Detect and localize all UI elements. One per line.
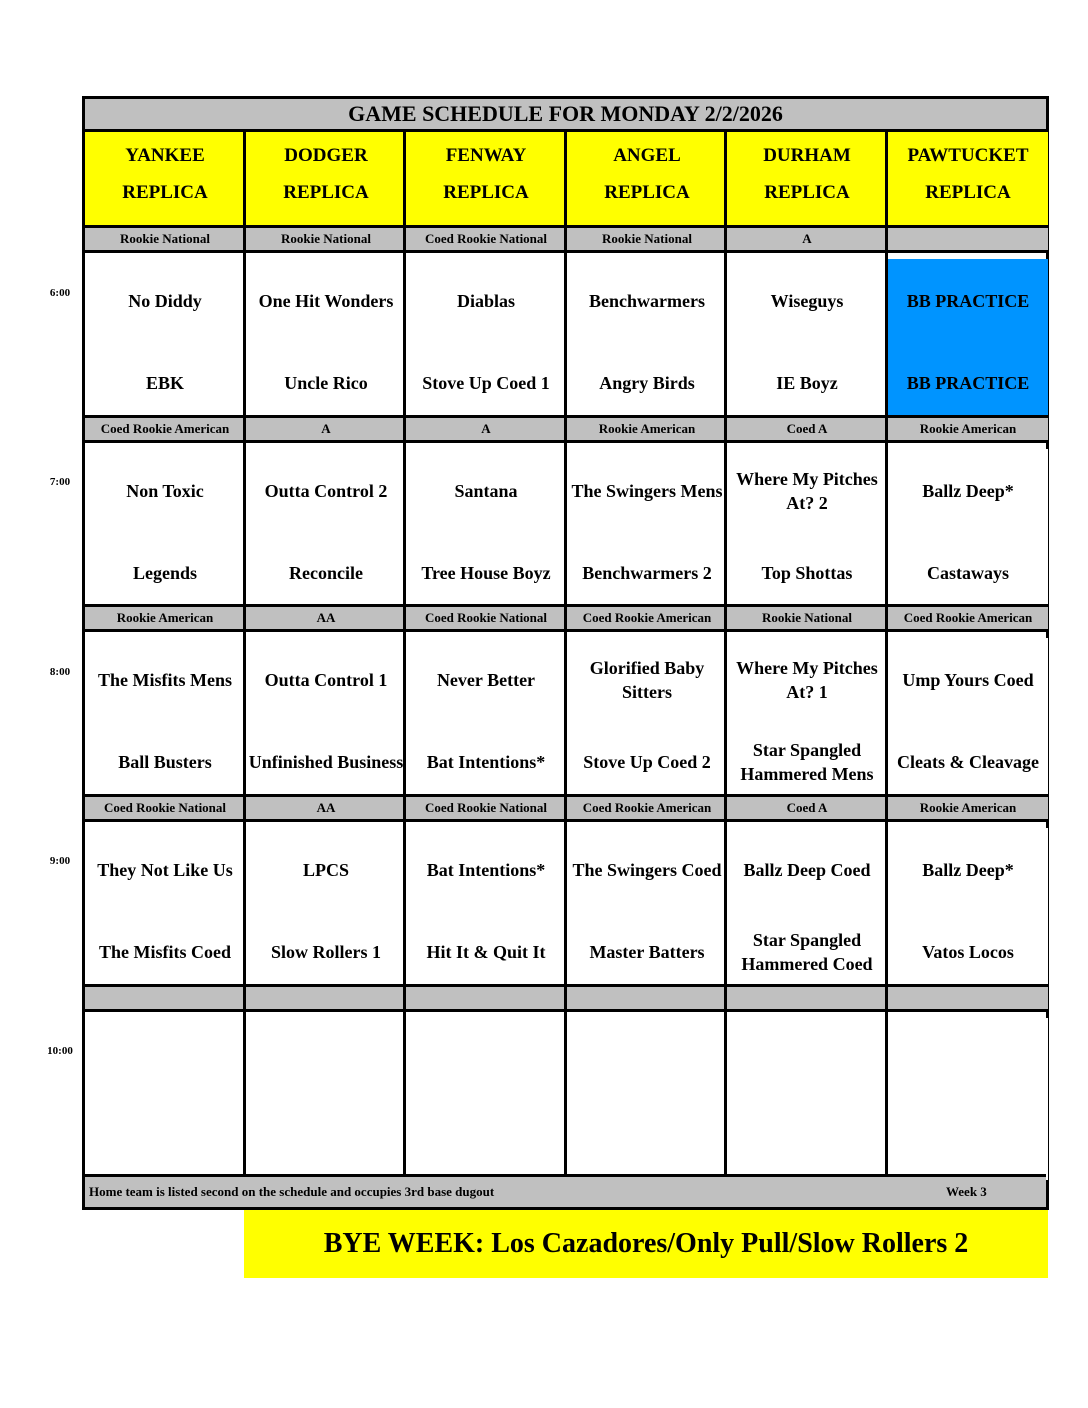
bye-week-banner: BYE WEEK: Los Cazadores/Only Pull/Slow Rollers 2 xyxy=(244,1210,1048,1278)
field-name: PAWTUCKET xyxy=(907,145,1029,166)
home-team: The Misfits Coed xyxy=(99,942,231,962)
field-type: REPLICA xyxy=(122,182,208,203)
division-label: Rookie National xyxy=(246,225,406,253)
division-label: Rookie American xyxy=(888,415,1048,443)
field-header xyxy=(727,132,887,228)
division-label: Coed Rookie American xyxy=(567,604,727,632)
game-slot xyxy=(888,449,1048,615)
field-type: REPLICA xyxy=(925,182,1011,203)
home-team: Benchwarmers 2 xyxy=(582,563,712,583)
game-slot xyxy=(888,638,1048,804)
field-header xyxy=(246,132,406,228)
away-team: The Swingers Mens xyxy=(571,481,723,501)
division-label: Coed Rookie National xyxy=(406,794,566,822)
away-team: The Misfits Mens xyxy=(98,670,232,690)
game-slot xyxy=(727,259,887,425)
division-label: Rookie American xyxy=(567,415,727,443)
away-team xyxy=(87,1030,243,1090)
away-team: Never Better xyxy=(436,670,536,690)
game-slot xyxy=(85,638,245,804)
division-label: Coed Rookie National xyxy=(406,604,566,632)
field-name: FENWAY xyxy=(445,145,527,166)
away-team xyxy=(408,1030,564,1090)
field-name: ANGEL xyxy=(613,145,681,166)
home-team: Top Shottas xyxy=(761,563,853,583)
away-team xyxy=(248,1030,404,1090)
away-team: No Diddy xyxy=(128,291,202,311)
game-slot xyxy=(727,638,887,804)
game-slot xyxy=(85,1018,245,1180)
division-label: Rookie National xyxy=(85,225,245,253)
home-team-note: Home team is listed second on the schedule and occupies 3rd base dugout xyxy=(89,1184,495,1199)
game-slot xyxy=(727,449,887,615)
away-team: Outta Control 2 xyxy=(264,481,388,501)
division-label: Coed A xyxy=(727,415,887,443)
division-label xyxy=(888,225,1048,253)
game-slot xyxy=(567,449,727,615)
away-team: Wiseguys xyxy=(770,291,844,311)
away-team xyxy=(569,1030,725,1090)
away-team: Ballz Deep* xyxy=(922,860,1014,880)
field-header xyxy=(85,132,245,228)
field-type: REPLICA xyxy=(283,182,369,203)
game-slot xyxy=(406,1018,566,1180)
home-team: Master Batters xyxy=(589,942,705,962)
home-team: Unfinished Business xyxy=(248,752,404,772)
home-team: BB PRACTICE xyxy=(906,373,1030,393)
time-label: 8:00 xyxy=(49,666,71,678)
home-team: Ball Busters xyxy=(118,752,212,772)
column-divider xyxy=(403,132,406,1174)
division-label: A xyxy=(406,415,566,443)
game-slot xyxy=(727,1018,887,1180)
division-label xyxy=(85,984,245,1012)
home-team: Stove Up Coed 2 xyxy=(583,752,711,772)
game-slot xyxy=(406,828,566,994)
division-label: Coed Rookie American xyxy=(888,604,1048,632)
field-header xyxy=(888,132,1048,228)
away-team: Ballz Deep Coed xyxy=(743,860,871,880)
away-team: The Swingers Coed xyxy=(572,860,722,880)
column-divider xyxy=(885,132,888,1174)
away-team: Ump Yours Coed xyxy=(902,670,1034,690)
column-divider xyxy=(724,132,727,1174)
game-slot xyxy=(246,1018,406,1180)
away-team: Where My Pitches At? 1 xyxy=(736,658,878,702)
game-slot xyxy=(888,828,1048,994)
field-header xyxy=(406,132,566,228)
division-label xyxy=(567,984,727,1012)
game-slot xyxy=(567,1018,727,1180)
away-team xyxy=(729,1030,885,1090)
home-team: Reconcile xyxy=(289,563,363,583)
game-slot xyxy=(727,828,887,994)
field-column-pawtucket xyxy=(888,132,1048,1180)
home-team xyxy=(890,1112,1046,1172)
game-slot xyxy=(888,259,1048,425)
away-team xyxy=(890,1030,1046,1090)
field-column-angel xyxy=(567,132,727,1180)
away-team: Glorified Baby Sitters xyxy=(589,658,705,702)
home-team: Uncle Rico xyxy=(284,373,368,393)
field-column-yankee xyxy=(85,132,245,1180)
field-type: REPLICA xyxy=(604,182,690,203)
field-type: REPLICA xyxy=(443,182,529,203)
home-team: Bat Intentions* xyxy=(426,752,546,772)
time-label: 9:00 xyxy=(49,855,71,867)
game-slot xyxy=(567,828,727,994)
home-team: Legends xyxy=(132,563,197,583)
schedule-table xyxy=(82,96,1049,1210)
home-team: Star Spangled Hammered Coed xyxy=(741,930,873,974)
game-slot xyxy=(888,1018,1048,1180)
home-team: IE Boyz xyxy=(776,373,838,393)
week-label: Week 3 xyxy=(946,1184,987,1199)
game-slot xyxy=(85,828,245,994)
away-team: Where My Pitches At? 2 xyxy=(736,469,878,513)
game-slot xyxy=(406,638,566,804)
column-divider xyxy=(243,132,246,1174)
schedule-footer xyxy=(85,1174,1046,1207)
home-team: Vatos Locos xyxy=(922,942,1014,962)
game-slot xyxy=(85,449,245,615)
division-label: A xyxy=(246,415,406,443)
game-slot xyxy=(246,638,406,804)
away-team: LPCS xyxy=(302,860,349,880)
game-slot xyxy=(567,638,727,804)
away-team: Benchwarmers xyxy=(589,291,705,311)
field-name: DODGER xyxy=(284,145,368,166)
division-label xyxy=(888,984,1048,1012)
division-label: Coed Rookie National xyxy=(406,225,566,253)
division-label xyxy=(406,984,566,1012)
game-slot xyxy=(85,259,245,425)
game-slot xyxy=(567,259,727,425)
division-label: AA xyxy=(246,604,406,632)
schedule-title: GAME SCHEDULE FOR MONDAY 2/2/2026 xyxy=(85,99,1046,132)
field-header xyxy=(567,132,727,228)
home-team: Hit It & Quit It xyxy=(426,942,546,962)
time-label: 10:00 xyxy=(47,1045,73,1057)
field-column-fenway xyxy=(406,132,566,1180)
field-column-dodger xyxy=(246,132,406,1180)
home-team: Stove Up Coed 1 xyxy=(422,373,550,393)
division-label xyxy=(246,984,406,1012)
division-label: Coed Rookie National xyxy=(85,794,245,822)
game-slot xyxy=(406,449,566,615)
division-label: Coed A xyxy=(727,794,887,822)
home-team xyxy=(248,1112,404,1172)
field-column-durham xyxy=(727,132,887,1180)
division-label: AA xyxy=(246,794,406,822)
home-team: Angry Birds xyxy=(599,373,695,393)
division-label: Rookie American xyxy=(85,604,245,632)
away-team: Santana xyxy=(454,481,518,501)
away-team: Ballz Deep* xyxy=(922,481,1014,501)
home-team: EBK xyxy=(145,373,184,393)
division-label: Coed Rookie American xyxy=(567,794,727,822)
division-label: Coed Rookie American xyxy=(85,415,245,443)
time-label: 6:00 xyxy=(49,287,71,299)
home-team: Tree House Boyz xyxy=(421,563,551,583)
away-team: Bat Intentions* xyxy=(426,860,546,880)
home-team xyxy=(569,1112,725,1172)
away-team: Diablas xyxy=(456,291,516,311)
away-team: One Hit Wonders xyxy=(258,291,394,311)
column-divider xyxy=(564,132,567,1174)
game-slot xyxy=(246,259,406,425)
away-team: They Not Like Us xyxy=(97,860,233,880)
home-team xyxy=(729,1112,885,1172)
division-label: Rookie National xyxy=(727,604,887,632)
home-team: Star Spangled Hammered Mens xyxy=(740,740,874,784)
home-team: Slow Rollers 1 xyxy=(271,942,381,962)
time-label: 7:00 xyxy=(49,476,71,488)
home-team: Castaways xyxy=(926,563,1009,583)
game-slot xyxy=(406,259,566,425)
division-label: Rookie American xyxy=(888,794,1048,822)
field-name: DURHAM xyxy=(763,145,851,166)
away-team: Non Toxic xyxy=(126,481,204,501)
division-label: Rookie National xyxy=(567,225,727,253)
home-team: Cleats & Cleavage xyxy=(897,752,1039,772)
away-team: BB PRACTICE xyxy=(906,291,1030,311)
game-slot xyxy=(246,449,406,615)
field-name: YANKEE xyxy=(125,145,205,166)
home-team xyxy=(408,1112,564,1172)
game-slot xyxy=(246,828,406,994)
away-team: Outta Control 1 xyxy=(264,670,388,690)
division-label: A xyxy=(727,225,887,253)
home-team xyxy=(87,1112,243,1172)
field-type: REPLICA xyxy=(764,182,850,203)
division-label xyxy=(727,984,887,1012)
